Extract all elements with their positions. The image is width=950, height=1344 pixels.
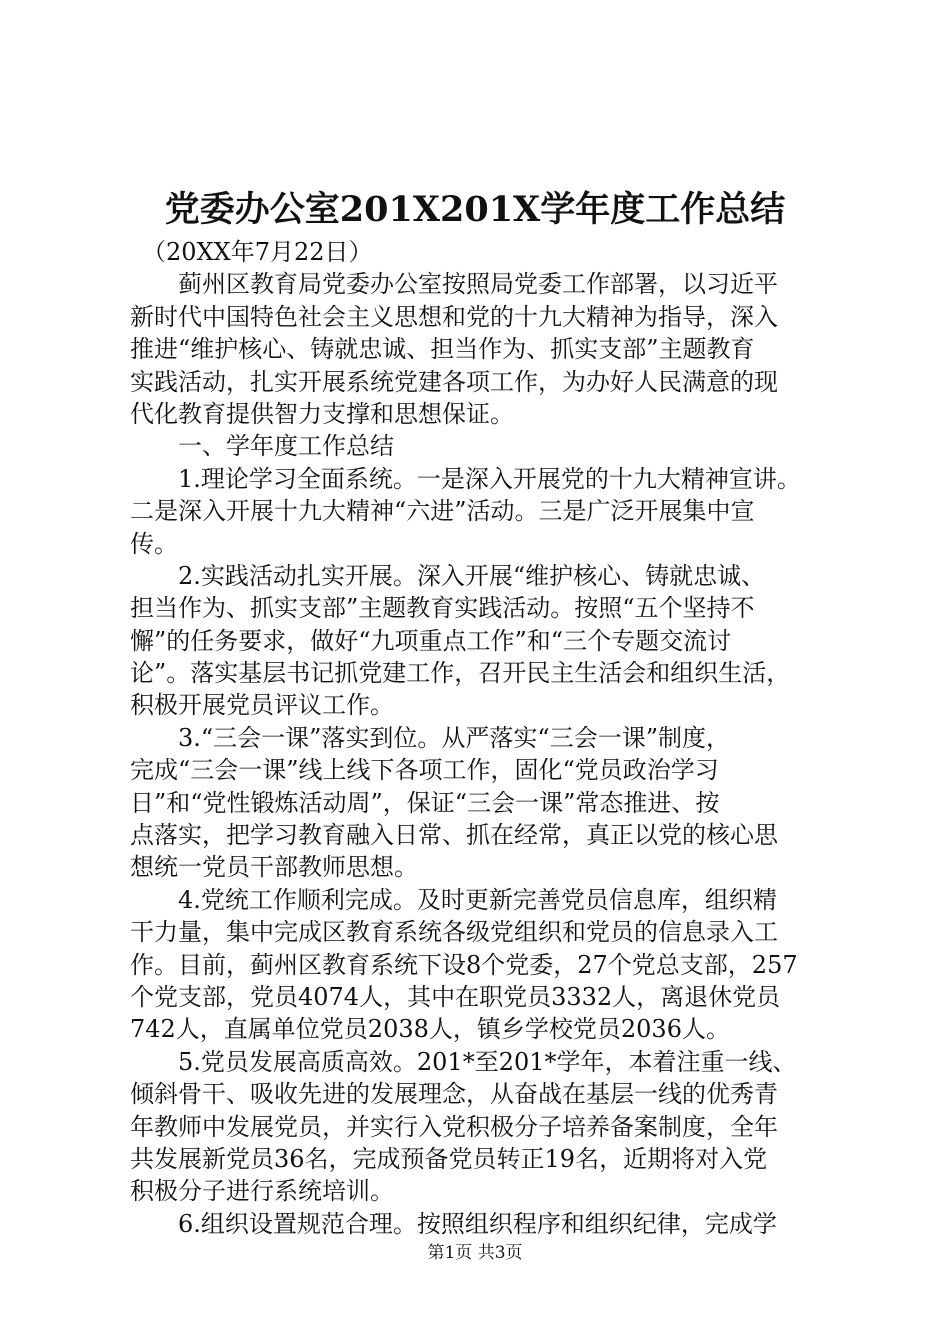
paragraph-line: 6.组织设置规范合理。按照组织程序和组织纪律，完成学 — [178, 1209, 777, 1238]
paragraph-line: 点落实，把学习教育融入日常、抓在经常，真正以党的核心思 — [130, 821, 778, 850]
paragraph-line: 共发展新党员36名，完成预备党员转正19名，近期将对入党 — [130, 1144, 768, 1173]
paragraph-line: 懈”的任务要求，做好“九项重点工作”和“三个专题交流讨 — [130, 626, 732, 655]
paragraph-line: 新时代中国特色社会主义思想和党的十九大精神为指导，深入 — [130, 302, 778, 331]
document-body — [130, 236, 830, 1240]
paragraph-line: 日”和“党性锻炼活动周”，保证“三会一课”常态推进、按 — [130, 788, 720, 817]
date-line: （20XX年7月22日） — [142, 238, 373, 266]
paragraph-line: 3.“三会一课”落实到位。从严落实“三会一课”制度， — [178, 723, 730, 752]
paragraph-line: 二是深入开展十九大精神“六进”活动。三是广泛开展集中宣 — [130, 497, 755, 526]
paragraph-line: 想统一党员干部教师思想。 — [130, 853, 418, 882]
paragraph-line: 积极分子进行系统培训。 — [130, 1177, 394, 1206]
paragraph-line: 代化教育提供智力支撑和思想保证。 — [130, 399, 514, 428]
paragraph-line: 推进“维护核心、铸就忠诚、担当作为、抓实支部”主题教育 — [130, 335, 755, 364]
document-title: 党委办公室201X201X学年度工作总结 — [164, 189, 786, 230]
paragraph-line: 传。 — [130, 529, 178, 558]
paragraph-line: 742人，直属单位党员2038人，镇乡学校党员2036人。 — [130, 1015, 730, 1044]
page-number-footer: 第1页 共3页 — [427, 1243, 523, 1263]
paragraph-line: 4.党统工作顺利完成。及时更新完善党员信息库，组织精 — [178, 885, 777, 914]
paragraph-line: 积极开展党员评议工作。 — [130, 691, 394, 720]
paragraph-line: 个党支部，党员4074人，其中在职党员3332人，离退休党员 — [130, 982, 781, 1011]
paragraph-line: 1.理论学习全面系统。一是深入开展党的十九大精神宣讲。 — [178, 464, 801, 493]
paragraph-line: 完成“三会一课”线上线下各项工作，固化“党员政治学习 — [130, 756, 719, 785]
paragraph-line: 干力量，集中完成区教育系统各级党组织和党员的信息录入工 — [130, 918, 778, 947]
paragraph-line: 年教师中发展党员，并实行入党积极分子培养备案制度，全年 — [130, 1112, 778, 1141]
paragraph-line: 论”。落实基层书记抓党建工作，召开民主生活会和组织生活， — [130, 659, 791, 688]
paragraph-line: 实践活动，扎实开展系统党建各项工作，为办好人民满意的现 — [130, 367, 778, 396]
paragraph-line: 蓟州区教育局党委办公室按照局党委工作部署，以习近平 — [178, 270, 778, 299]
paragraph-line: 2.实践活动扎实开展。深入开展“维护核心、铸就忠诚、 — [178, 561, 766, 590]
paragraph-line: 5.党员发展高质高效。201*至201*学年，本着注重一线、 — [178, 1047, 797, 1076]
paragraph-line: 作。目前，蓟州区教育系统下设8个党委，27个党总支部，257 — [130, 950, 798, 979]
paragraph-line: 倾斜骨干、吸收先进的发展理念，从奋战在基层一线的优秀青 — [130, 1080, 778, 1109]
section-heading: 一、学年度工作总结 — [178, 432, 394, 461]
paragraph-line: 担当作为、抓实支部”主题教育实践活动。按照“五个坚持不 — [130, 594, 755, 623]
